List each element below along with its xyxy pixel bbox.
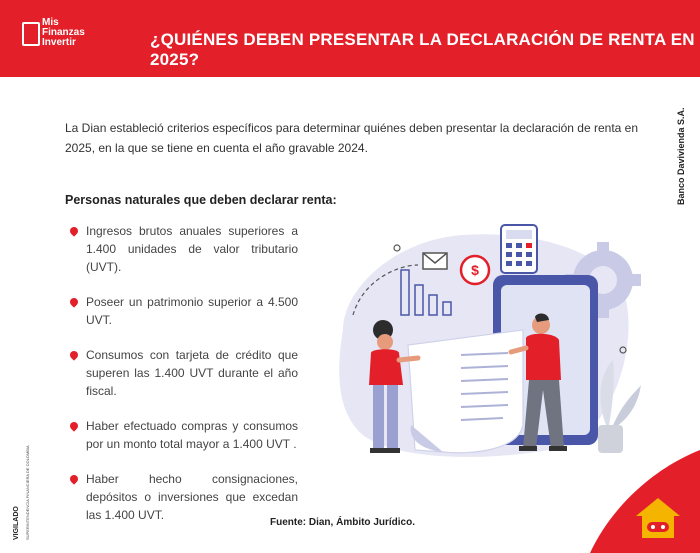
- page-title: ¿QUIÉNES DEBEN PRESENTAR LA DECLARACIÓN DE RENTA EN 2025?: [150, 30, 695, 69]
- svg-text:$: $: [471, 262, 479, 278]
- pin-bullet-icon: [68, 296, 79, 307]
- list-item: [70, 293, 298, 329]
- vigilado-label: VIGILADO: [13, 506, 20, 540]
- source-footer: Fuente: Dian, Ámbito Jurídico.: [269, 517, 415, 528]
- criteria-list: [70, 222, 298, 541]
- pin-bullet-icon: [68, 225, 79, 236]
- envelope-icon: [423, 253, 447, 269]
- calculator-icon: [501, 225, 537, 273]
- pin-bullet-icon: [68, 420, 79, 431]
- mis-finanzas-logo[interactable]: [22, 18, 112, 60]
- list-item: [70, 222, 298, 276]
- list-item: [70, 470, 298, 524]
- logo-line-2: Finanzas: [42, 27, 85, 38]
- criteria-text: Consumos con tarjeta de crédito que superen las 1.400 UVT durante el año fiscal.: [86, 348, 298, 398]
- vigilado-sub: SUPERINTENDENCIA FINANCIERA DE COLOMBIA: [25, 445, 30, 540]
- pin-bullet-icon: [68, 473, 79, 484]
- dollar-coin-icon: [461, 256, 489, 284]
- davivienda-corner-logo[interactable]: [590, 450, 700, 553]
- criteria-text: Haber hecho consignaciones, depósitos o inversiones que excedan las 1.400 UVT.: [86, 472, 298, 522]
- intro-paragraph: La Dian estableció criterios específicos para determinar quiénes deben presentar la declaración de renta en 2025, en la que se tiene en cuenta el año gravable 2024.: [65, 121, 639, 155]
- logo-line-1: Mis: [42, 17, 59, 28]
- side-brand-label: Banco Davivienda S.A.: [676, 107, 686, 205]
- pin-bullet-icon: [68, 349, 79, 360]
- section-title: Personas naturales que deben declarar renta:: [65, 193, 337, 207]
- logo-text: [42, 18, 85, 48]
- criteria-text: Ingresos brutos anuales superiores a 1.400 unidades de valor tributario (UVT).: [86, 224, 298, 274]
- logo-line-3: Invertir: [42, 37, 76, 48]
- criteria-text: Haber efectuado compras y consumos por un monto total mayor a 1.400 UVT .: [86, 419, 298, 451]
- list-item: [70, 346, 298, 400]
- list-item: [70, 417, 298, 453]
- header-banner: [0, 0, 700, 77]
- criteria-text: Poseer un patrimonio superior a 4.500 UVT.: [86, 295, 298, 327]
- tax-declaration-illustration: [323, 220, 643, 470]
- phone-icon: [22, 22, 40, 46]
